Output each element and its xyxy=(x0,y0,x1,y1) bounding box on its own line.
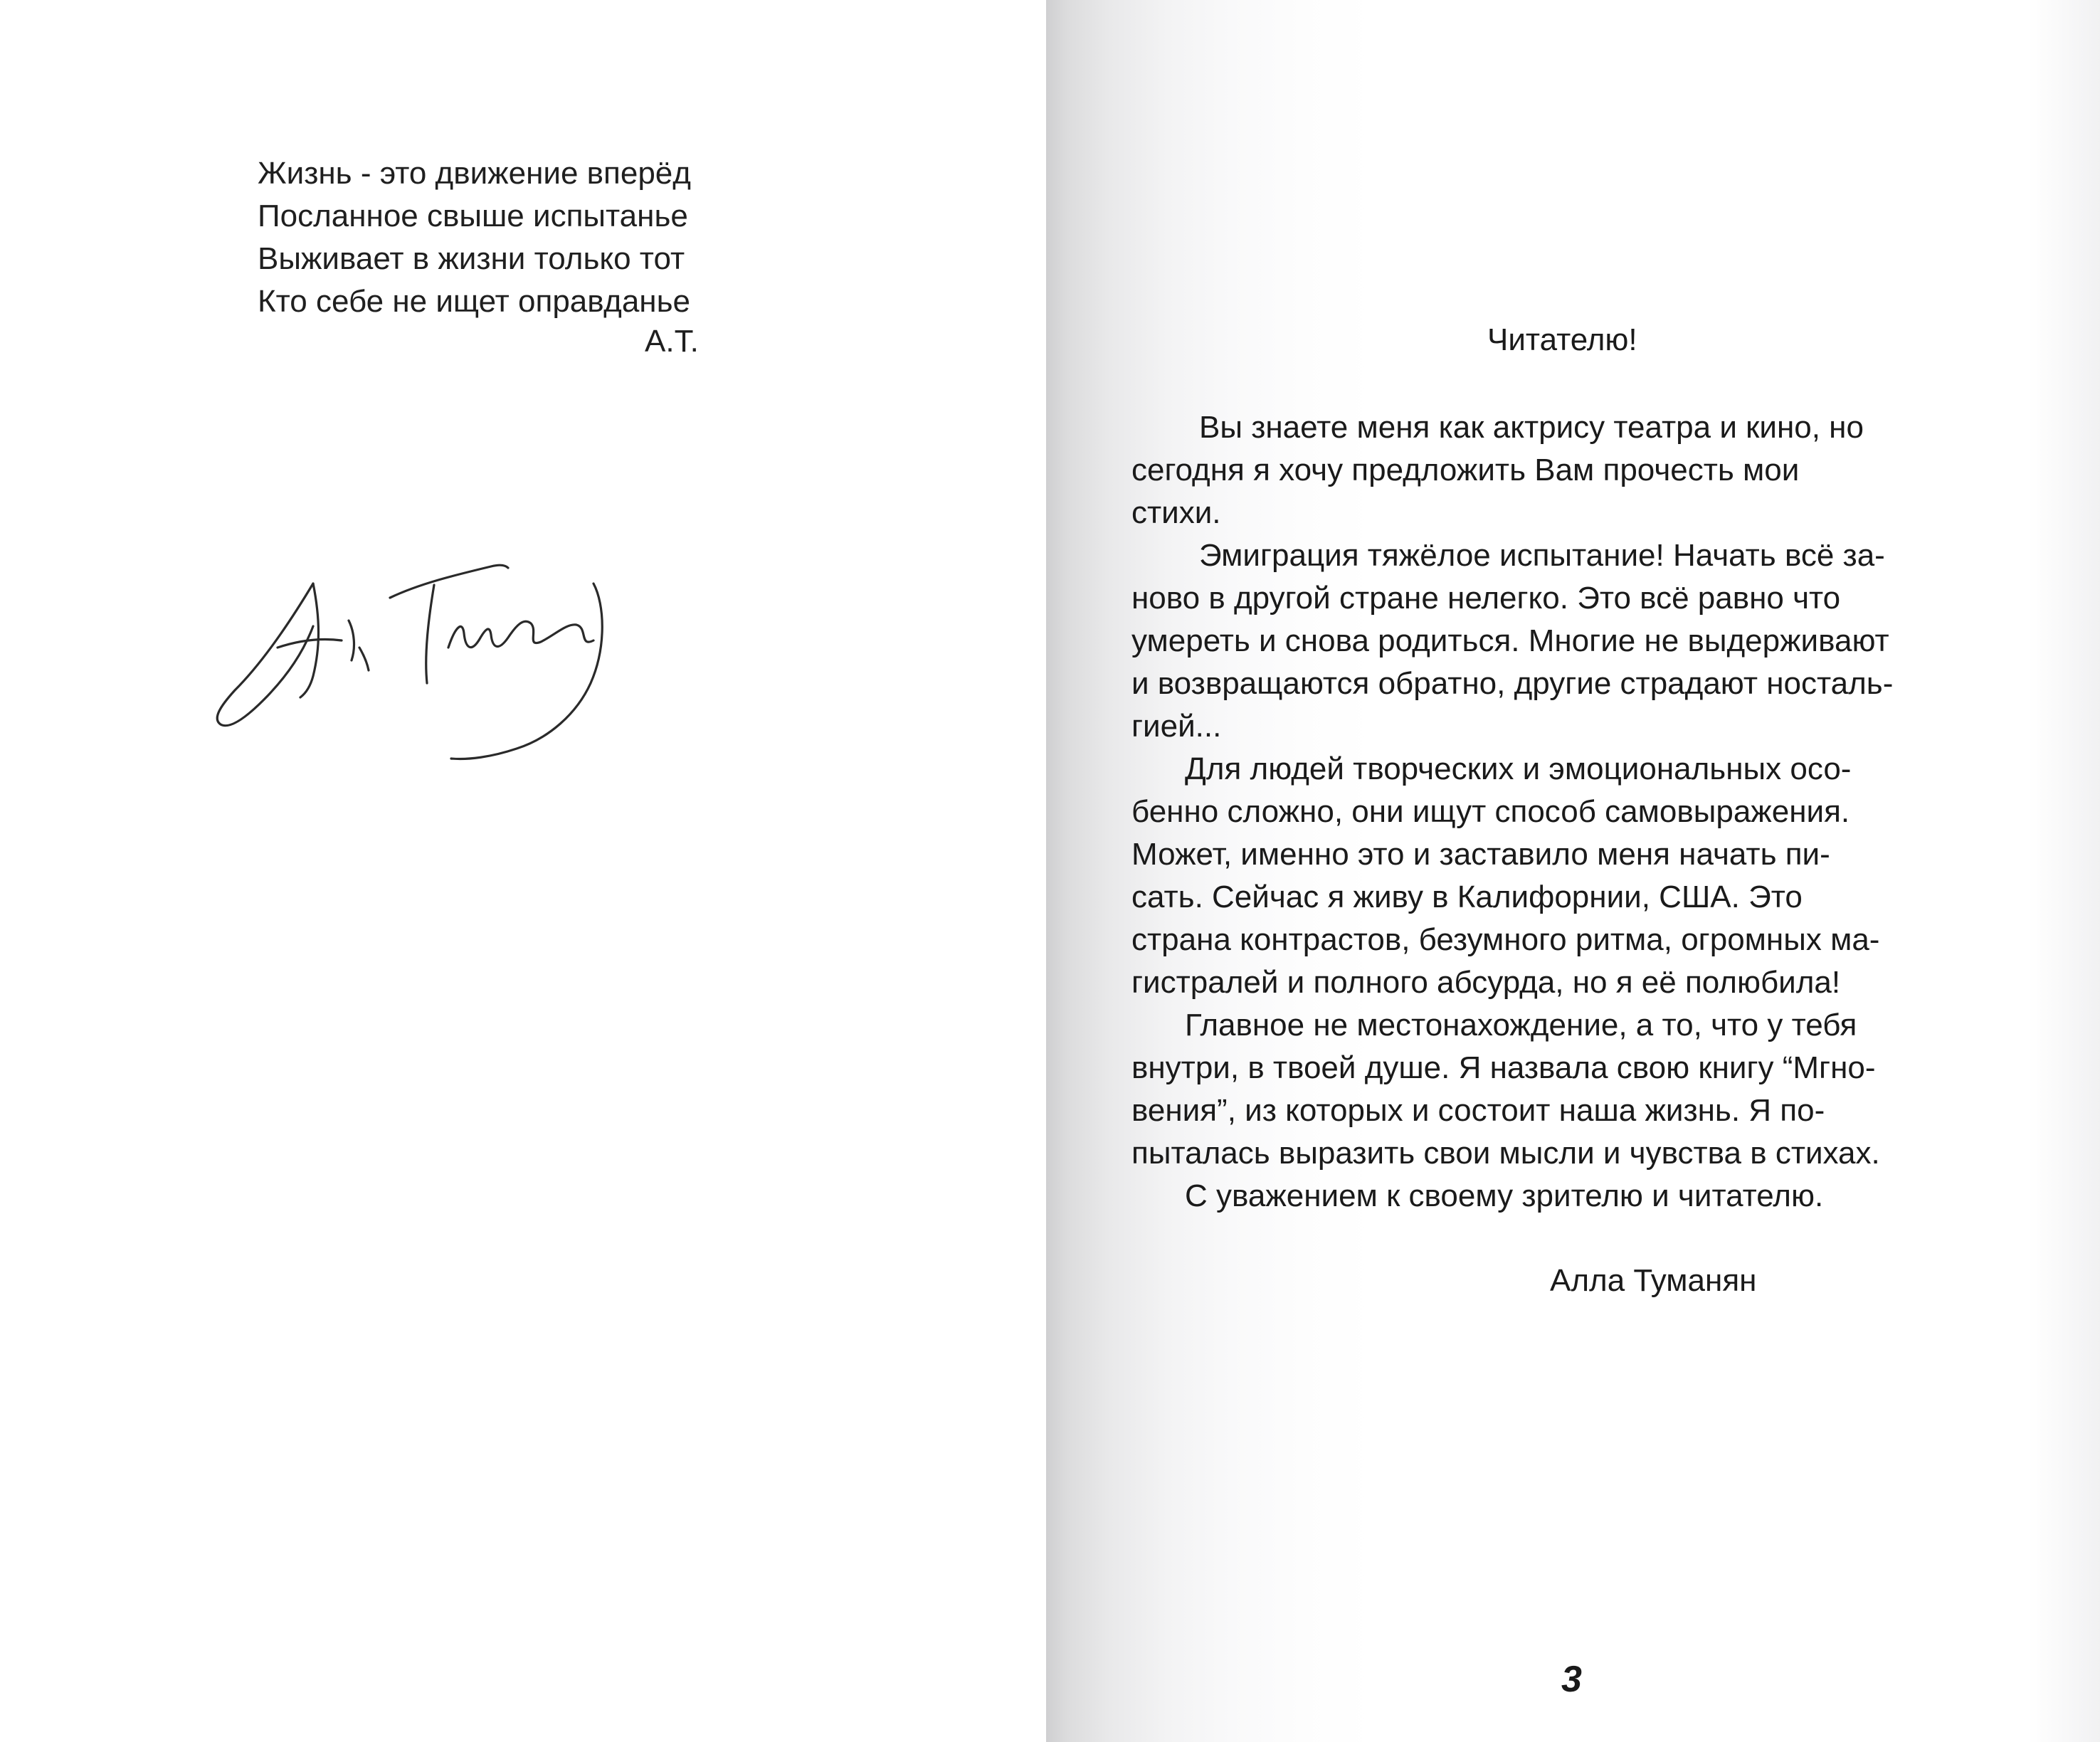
letter-line: С уважением к своему зрителю и читателю. xyxy=(1185,1178,1824,1213)
letter-line: Вы знаете меня как актрису театра и кино, но xyxy=(1199,410,1864,445)
letter-line: Главное не местонахождение, а то, что у тебя xyxy=(1185,1008,1857,1042)
handwritten-signature xyxy=(206,541,690,783)
letter-line: внутри, в твоей душе. Я назвала свою книгу “Мгно- xyxy=(1131,1050,1876,1085)
epigraph-poem xyxy=(258,152,691,323)
left-page xyxy=(0,0,1046,1742)
letter-line: Эмиграция тяжёлое испытание! Начать всё за- xyxy=(1199,538,1885,573)
letter-line: и возвращаются обратно, другие страдают носталь- xyxy=(1131,666,1894,701)
letter-line: сегодня я хочу предложить Вам прочесть мои xyxy=(1131,453,1800,487)
letter-line: стихи. xyxy=(1131,495,1221,530)
letter-line: сать. Сейчас я живу в Калифорнии, США. Это xyxy=(1131,880,1803,914)
letter-line: умереть и снова родиться. Многие не выдерживают xyxy=(1131,623,1889,658)
letter-line: гией... xyxy=(1131,709,1222,744)
letter-line: пыталась выразить свои мысли и чувства в стихах. xyxy=(1131,1136,1880,1171)
letter-line: Может, именно это и заставило меня начать пи- xyxy=(1131,837,1830,872)
letter-line: Для людей творческих и эмоциональных осо- xyxy=(1185,751,1852,786)
poem-line: Кто себе не ищет оправданье xyxy=(258,284,690,319)
author-name: Алла Туманян xyxy=(1550,1263,1757,1298)
poem-line: Посланное свыше испытанье xyxy=(258,199,688,233)
salutation-heading: Читателю! xyxy=(1487,322,1637,357)
letter-line: вения”, из которых и состоит наша жизнь. Я по- xyxy=(1131,1093,1825,1128)
poem-author-initials: А.Т. xyxy=(645,324,699,359)
poem-line: Жизнь - это движение вперёд xyxy=(258,156,691,191)
letter-line: ново в другой стране нелегко. Это всё равно что xyxy=(1131,581,1841,616)
letter-body xyxy=(1131,406,2028,1218)
poem-line: Выживает в жизни только тот xyxy=(258,241,685,276)
page-number: 3 xyxy=(1561,1659,1582,1700)
letter-line: гистралей и полного абсурда, но я её полюбила! xyxy=(1131,965,1841,1000)
letter-line: страна контрастов, безумного ритма, огромных ма- xyxy=(1131,922,1880,957)
letter-line: бенно сложно, они ищут способ самовыражения. xyxy=(1131,794,1850,829)
